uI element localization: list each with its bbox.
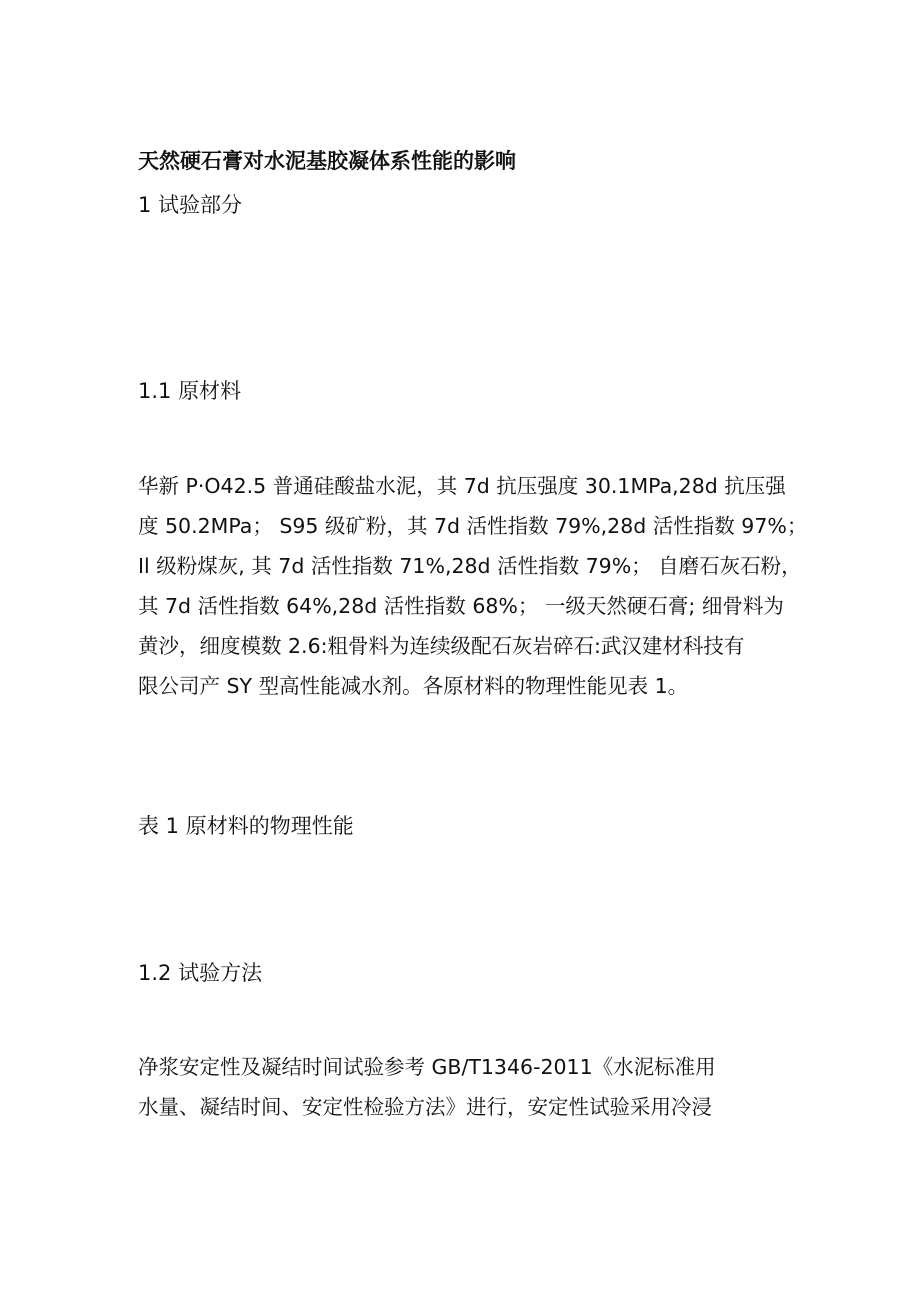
paragraph-line: 度 50.2MPa； S95 级矿粉，其 7d 活性指数 79%,28d 活性指数 97%； xyxy=(138,514,808,538)
paragraph-line: 黄沙，细度模数 2.6:粗骨料为连续级配石灰岩碎石:武汉建材科技有 xyxy=(138,634,745,658)
table-caption: 表 1 原材料的物理性能 xyxy=(138,814,354,838)
paragraph-line: 水量、凝结时间、安定性检验方法》进行，安定性试验采用冷浸 xyxy=(138,1095,712,1119)
paragraph-line: 净浆安定性及凝结时间试验参考 GB/T1346-2011《水泥标准用 xyxy=(138,1055,716,1079)
paragraph-methods xyxy=(138,1047,798,1127)
paragraph-line: Il 级粉煤灰, 其 7d 活性指数 71%,28d 活性指数 79%； 自磨石灰石粉， xyxy=(138,554,802,578)
document-title: 天然硬石膏对水泥基胶凝体系性能的影响 xyxy=(138,149,516,173)
paragraph-line: 限公司产 SY 型高性能减水剂。各原材料的物理性能见表 1。 xyxy=(138,674,689,698)
section-heading-1: 1 试验部分 xyxy=(138,193,243,217)
section-heading-1-1: 1.1 原材料 xyxy=(138,379,242,403)
paragraph-materials xyxy=(138,466,808,706)
paragraph-line: 华新 P·O42.5 普通硅酸盐水泥，其 7d 抗压强度 30.1MPa,28d 抗压强 xyxy=(138,474,786,498)
paragraph-line: 其 7d 活性指数 64%,28d 活性指数 68%； 一级天然硬石膏; 细骨料为 xyxy=(138,594,784,618)
section-heading-1-2: 1.2 试验方法 xyxy=(138,961,263,985)
